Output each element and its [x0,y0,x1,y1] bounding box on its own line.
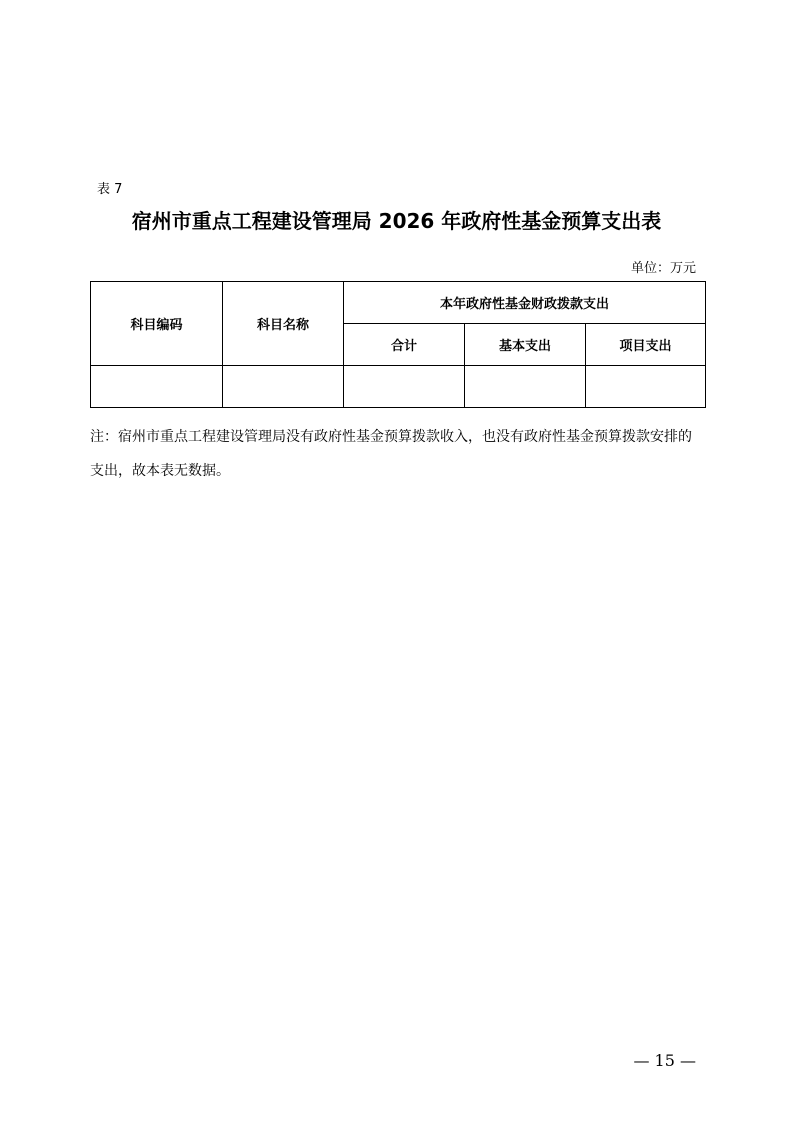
budget-table [90,281,706,408]
unit-label: 单位：万元 [630,261,696,276]
header-subject-code: 科目编码 [91,282,223,366]
header-subject-name: 科目名称 [223,282,344,366]
cell-name [223,366,344,408]
table-label: 表 7 [97,182,123,197]
cell-code [91,366,223,408]
cell-total [344,366,465,408]
page-number: — 15 — [633,1051,696,1070]
table-row [91,366,706,408]
table-note: 注：宿州市重点工程建设管理局没有政府性基金预算拨款收入，也没有政府性基金预算拨款安排的支出，故本表无数据。 [90,429,692,479]
header-total: 合计 [344,324,465,366]
cell-basic [465,366,586,408]
header-basic-expenditure: 基本支出 [465,324,586,366]
header-project-expenditure: 项目支出 [586,324,706,366]
header-fund-expenditure-group: 本年政府性基金财政拨款支出 [344,282,706,324]
table-header-row [91,282,706,324]
cell-project [586,366,706,408]
page-title: 宿州市重点工程建设管理局 2026 年政府性基金预算支出表 [131,209,662,233]
